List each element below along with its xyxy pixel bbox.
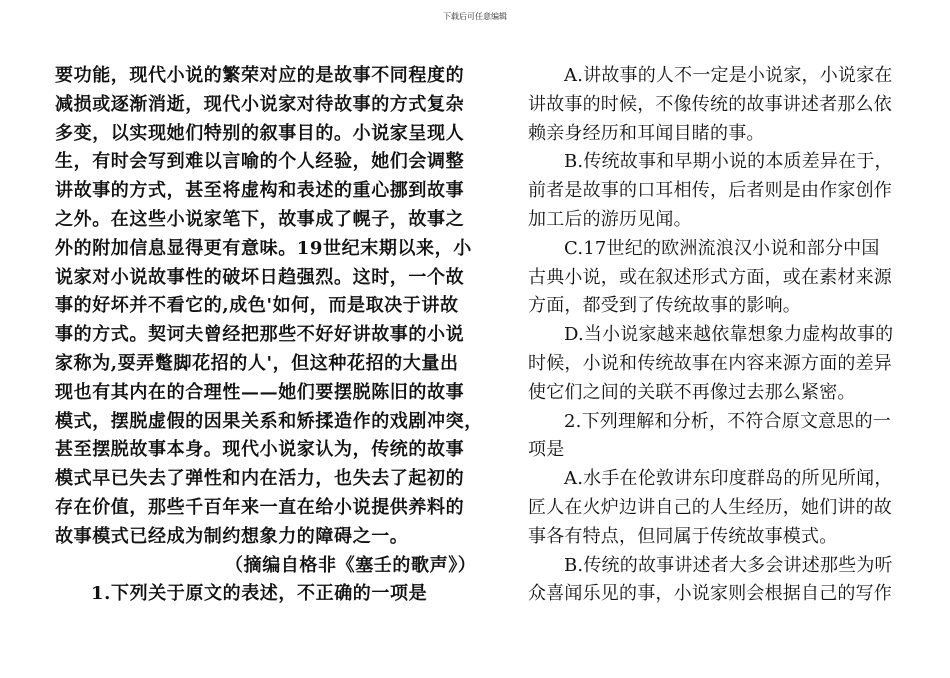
text-line: 外的附加信息显得更有意味。19世纪末期以来，小 xyxy=(55,237,472,259)
text-line: B.传统故事和早期小说的本质差异在于， xyxy=(564,151,893,173)
text-line: 加工后的游历见闻。 xyxy=(528,208,692,230)
text-line: 存在价值，那些千百年来一直在给小说提供养料的 xyxy=(55,496,465,518)
text-line: 模式早已失去了弹性和内在活力，也失去了起初的 xyxy=(55,468,465,490)
text-line: C.17世纪的欧洲流浪汉小说和部分中国 xyxy=(564,237,880,259)
text-line: A.水手在伦敦讲东印度群岛的所见所闻， xyxy=(564,468,893,490)
text-line: D.当小说家越来越依靠想象力虚构故事的 xyxy=(564,324,894,346)
text-line: 之外。在这些小说家笔下，故事成了幌子，故事之 xyxy=(55,208,465,230)
text-line: 众喜闻乐见的事，小说家则会根据自己的写作 xyxy=(528,583,892,605)
text-line: A.讲故事的人不一定是小说家，小说家在 xyxy=(564,65,893,86)
text-line: 事的好坏并不看它的,成色'如何，而是取决于讲故 xyxy=(55,295,459,317)
text-line: 减损或逐渐消逝，现代小说家对待故事的方式复杂 xyxy=(55,93,465,115)
text-line: 事的方式。契诃夫曾经把那些不好好讲故事的小说 xyxy=(55,324,465,346)
left-text-column xyxy=(55,62,485,609)
text-line: 前者是故事的口耳相传，后者则是由作家创作 xyxy=(528,180,892,202)
text-line: 1.下列关于原文的表述，不正确的一项是 xyxy=(91,583,428,605)
text-line: 故事模式已经成为制约想象力的障碍之一。 xyxy=(55,525,409,547)
text-line: 多变，以实现她们特别的叙事目的。小说家呈现人 xyxy=(55,122,465,144)
text-line: 赖亲身经历和耳闻目睹的事。 xyxy=(528,122,765,144)
text-line: 时候，小说和传统故事在内容来源方面的差异 xyxy=(528,352,892,374)
right-text-column xyxy=(528,62,908,609)
text-line: 讲故事的方式，甚至将虚构和表述的重心挪到故事 xyxy=(55,180,465,202)
text-line: 说家对小说故事性的破坏日趋强烈。这时，一个故 xyxy=(55,266,465,288)
text-line: 要功能，现代小说的繁荣对应的是故事不同程度的 xyxy=(55,65,465,86)
text-line: （摘编自格非《塞壬的歌声》） xyxy=(225,554,477,576)
text-line: 2.下列理解和分析，不符合原文意思的一 xyxy=(564,410,891,432)
text-line: 家称为,耍弄蹩脚花招的人'，但这种花招的大量出 xyxy=(55,352,459,374)
text-line: 事各有特点，但同属于传统故事模式。 xyxy=(528,525,838,547)
text-line: 现也有其内在的合理性——她们要摆脱陈旧的故事 xyxy=(55,381,465,403)
header-note: 下载后可任意编辑 xyxy=(443,12,507,21)
text-line: 方面，都受到了传统故事的影响。 xyxy=(528,295,801,317)
text-line: 讲故事的时候，不像传统的故事讲述者那么依 xyxy=(528,93,892,115)
text-line: 古典小说，或在叙述形式方面，或在素材来源 xyxy=(528,266,892,288)
text-line: B.传统的故事讲述者大多会讲述那些为听 xyxy=(564,554,893,576)
text-line: 模式，摆脱虚假的因果关系和矫揉造作的戏剧冲突， xyxy=(55,410,483,432)
text-line: 使它们之间的关联不再像过去那么紧密。 xyxy=(528,381,856,403)
text-line: 甚至摆脱故事本身。现代小说家认为，传统的故事 xyxy=(55,439,465,461)
text-line: 生，有时会写到难以言喻的个人经验，她们会调整 xyxy=(55,151,465,173)
text-line: 匠人在火炉边讲自己的人生经历，她们讲的故 xyxy=(528,496,892,518)
text-line: 项是 xyxy=(528,439,565,461)
